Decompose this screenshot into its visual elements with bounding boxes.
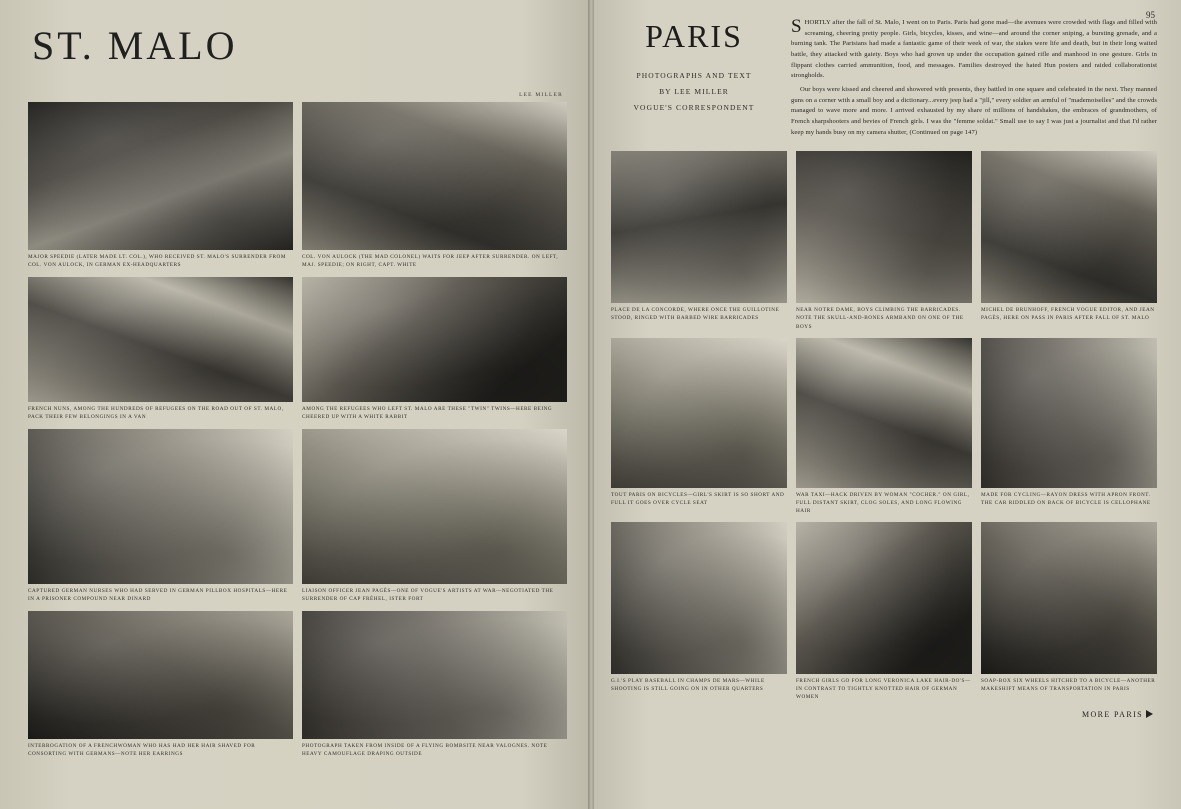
photo-cell (28, 611, 293, 758)
photo-caption: CAPTURED GERMAN NURSES WHO HAD SERVED IN GERMAN PILLBOX HOSPITALS—HERE IN A PRISONER COMPOUND NEAR DINARD (28, 588, 288, 603)
photo-flying-bombsite (302, 611, 567, 739)
photo-cell (981, 151, 1157, 330)
photo-caption: WAR TAXI—HACK DRIVEN BY WOMAN "COCHER." ON GIRL, FULL DISTANT SKIRT, CLOG SOLES, AND LONG FLOWING HAIR (796, 491, 970, 514)
photo-twins-refugees (302, 277, 567, 402)
page-title-paris: PARIS (645, 18, 743, 54)
byline-line-1: PHOTOGRAPHS AND TEXT (636, 71, 752, 80)
photo-caption: INTERROGATION OF A FRENCHWOMAN WHO HAS HAD HER HAIR SHAVED FOR CONSORTING WITH GERMANS—NOTE HER EARRINGS (28, 743, 256, 758)
photo-cell (28, 102, 293, 269)
photo-gis-baseball (611, 522, 787, 674)
photo-caption: G.I.'S PLAY BASEBALL IN CHAMPS DE MARS—WHILE SHOOTING IS STILL GOING ON IN OTHER QUARTERS (611, 677, 765, 692)
photo-cell (302, 429, 567, 603)
drop-cap: S (791, 16, 802, 37)
photo-caption: COL. VON AULOCK (THE MAD COLONEL) WAITS FOR JEEP AFTER SURRENDER. ON LEFT, MAJ. SPEEDIE; ON RIGHT, CAPT. WHITE (302, 254, 559, 269)
page-title-st-malo: ST. MALO (32, 23, 238, 68)
photo-girl-on-bicycle (611, 338, 787, 488)
photo-french-nuns (28, 277, 293, 402)
photo-caption: FRENCH GIRLS GO FOR LONG VERONICA LAKE HAIR-DO'S—IN CONTRAST TO TIGHTLY KNOTTED HAIR OF GERMAN WOMEN (796, 677, 971, 700)
photo-cell (302, 611, 567, 758)
photo-cell (796, 522, 972, 701)
photo-cell (28, 429, 293, 603)
byline-line-2: BY LEE MILLER (659, 86, 729, 96)
photo-interrogation-frenchwoman (28, 611, 293, 739)
photo-cell (981, 522, 1157, 701)
photo-michel-de-brunhoff (981, 151, 1157, 303)
photo-caption: FRENCH NUNS, AMONG THE HUNDREDS OF REFUGEES ON THE ROAD OUT OF ST. MALO, PACK THEIR FEW BELONGINGS IN A VAN (28, 406, 284, 421)
photo-notre-dame-barricade (796, 151, 972, 303)
photo-col-von-aulock (302, 102, 567, 250)
photo-caption: MICHEL DE BRUNHOFF, FRENCH VOGUE EDITOR, AND JEAN PAGÈS, HERE ON PASS IN PARIS AFTER FALL OF ST. MALO (981, 307, 1155, 322)
photo-cell (611, 151, 787, 330)
photo-cell (611, 522, 787, 701)
photo-caption: SOAP-BOX SIX WHEELS HITCHED TO A BICYCLE—ANOTHER MAKESHIFT MEANS OF TRANSPORTATION IN PARIS (981, 677, 1156, 692)
photo-caption: LIAISON OFFICER JEAN PAGÈS—ONE OF VOGUE'S ARTISTS AT WAR—NEGOTIATED THE SURRENDER OF CAP FRÉHEL, ISTER FORT (302, 588, 554, 603)
photo-cell (302, 102, 567, 269)
photo-cell (28, 277, 293, 421)
photo-liaison-officer (302, 429, 567, 584)
page-number: 95 (1146, 10, 1155, 20)
photo-french-girls-hair (796, 522, 972, 674)
photo-made-for-cycling (981, 338, 1157, 488)
right-page-header (611, 10, 1157, 141)
photo-major-speedie (28, 102, 293, 250)
photo-caption: TOUT PARIS ON BICYCLES—GIRL'S SKIRT IS SO SHORT AND FULL IT GOES OVER CYCLE SEAT (611, 491, 785, 506)
photo-caption: AMONG THE REFUGEES WHO LEFT ST. MALO ARE THESE "TWIN" TWINS—HERE BEING CHEERED UP WITH A WHITE RABBIT (302, 406, 553, 421)
photo-cell (796, 338, 972, 515)
photo-caption: PHOTOGRAPH TAKEN FROM INSIDE OF A FLYING BOMBSITE NEAR VALOGNES. NOTE HEAVY CAMOUFLAGE DRAPING OUTSIDE (302, 743, 548, 758)
photo-caption: MAJOR SPEEDIE (LATER MADE LT. COL.), WHO RECEIVED ST. MALO'S SURRENDER FROM COL. VON AULOCK, IN GERMAN EX-HEADQUARTERS (28, 254, 286, 269)
photo-cell (611, 338, 787, 515)
photo-captured-german-nurses (28, 429, 293, 584)
left-photo-grid (28, 102, 567, 767)
photo-caption: MADE FOR CYCLING—RAYON DRESS WITH APRON FRONT. THE CAR RIDDLED ON BACK OF BICYCLE IS CELLOPHANE (981, 491, 1151, 506)
article-paragraph-1-text: HORTLY after the fall of St. Malo, I went on to Paris. Paris had gone mad—the avenues were crowded with flags and filled with screaming, cheering pretty people. Girls, bicycles, kisses, and wine—and around the corner sniping, a bursting grenade, and a burning tank. The Parisians had made a fantastic game of their week of war, the stakes were life and death, but in their long waited battle, they attacked with gaiety. Boys who had grown up under the occupation gained rifle and manhood in one gesture. Girls in flippant clothes carried ammunition, food, and messages. Families destroyed the hated Hun posters and raided collaborationist strongholds. (791, 19, 1157, 80)
photo-caption: NEAR NOTRE DAME, BOYS CLIMBING THE BARRICADES. NOTE THE SKULL-AND-BONES ARMBAND ON ONE OF THE BOYS (796, 307, 964, 330)
photo-war-taxi-cocher (796, 338, 972, 488)
photo-cell (981, 338, 1157, 515)
paris-title-block (611, 14, 777, 115)
byline-line-3: VOGUE'S CORRESPONDENT (633, 102, 755, 112)
arrow-right-icon (1146, 710, 1153, 718)
article-body (791, 18, 1157, 138)
article-paragraph-2: Our boys were kissed and cheered and showered with presents, they battled in one square and celebrated in the next. They manned guns on a corner with a small boy and a dictionary...every jeep had a "jill," every soldier an armful of "mademoiselles" and the crowds managed to wave more and more. I arrived exhausted by my share of millions of handshakes, the embraces of grandmothers, of French sharpshooters and bevies of French girls. I was the "femme soldat." Small use to say I was just a journalist and that I'd rather keep my hands busy on my camera shutter, (Continued on page 147) (791, 86, 1157, 136)
photo-caption: PLACE DE LA CONCORDE, WHERE ONCE THE GUILLOTINE STOOD, RINGED WITH BARBED WIRE BARRICADES (611, 307, 780, 322)
photo-cell (796, 151, 972, 330)
photo-cell (302, 277, 567, 421)
photo-place-de-la-concorde (611, 151, 787, 303)
more-paris-link[interactable] (611, 710, 1157, 719)
photographer-credit: LEE MILLER (519, 92, 563, 98)
right-page (591, 0, 1181, 809)
right-photo-grid (611, 151, 1157, 708)
article-paragraph-1 (791, 18, 1157, 82)
photo-soap-box-bicycle (981, 522, 1157, 674)
more-paris-label: MORE PARIS (1081, 709, 1143, 719)
article-text-column (777, 10, 1157, 141)
